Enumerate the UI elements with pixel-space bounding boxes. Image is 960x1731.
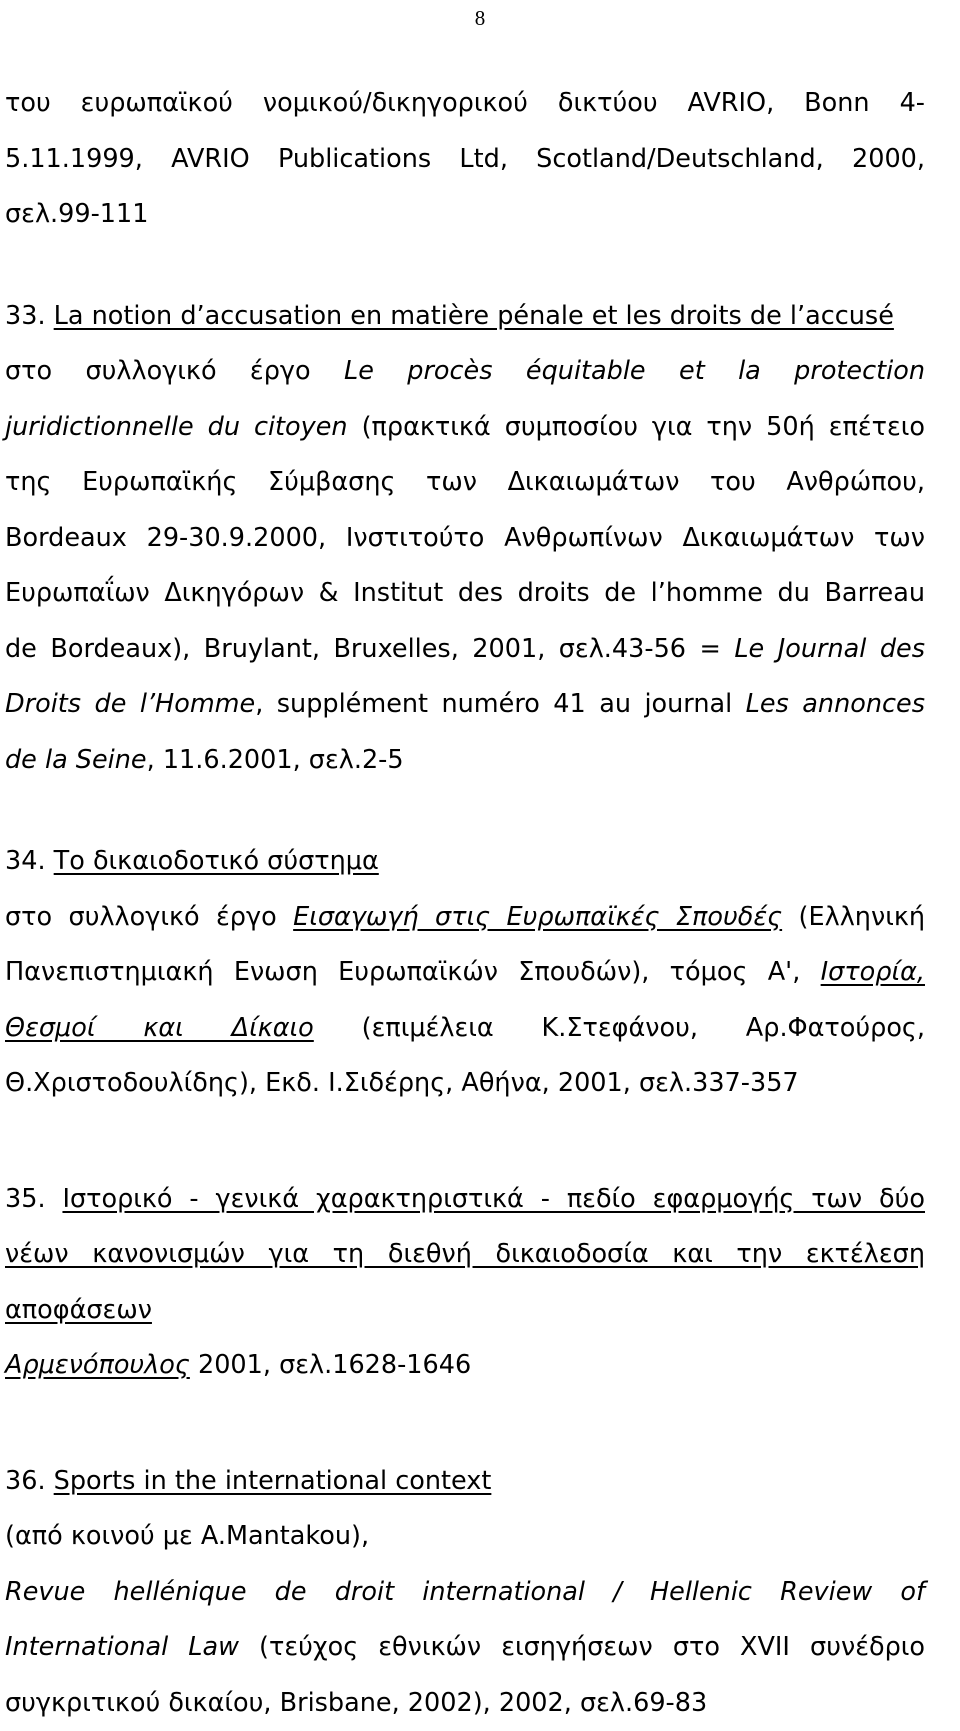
text-run: (επιμέλεια Κ.Στεφάνου, Αρ.Φατούρος,	[362, 1013, 925, 1043]
entry-title-line	[5, 1283, 925, 1339]
document-body	[5, 76, 925, 1731]
text-run: , supplément numéro 41 au journal	[255, 689, 732, 719]
italic-title: Αρμενόπουλος	[5, 1350, 190, 1380]
text-line: (από κοινού με A.Mantakou),	[5, 1509, 925, 1565]
text-line	[5, 890, 925, 946]
italic-title: juridictionnelle du citoyen	[5, 412, 348, 442]
text-line: της Ευρωπαϊκής Σύμβασης των Δικαιωμάτων του Ανθρώπου,	[5, 455, 925, 511]
text-line: Revue hellénique de droit international / Hellenic Review of	[5, 1565, 925, 1621]
entry-number: 34.	[5, 846, 46, 876]
entry-number: 35.	[5, 1184, 46, 1214]
entry-36	[5, 1454, 925, 1731]
italic-title: Les annonces	[746, 689, 925, 719]
entry-title-line: νέων κανονισμών για τη διεθνή δικαιοδοσία και την εκτέλεση	[5, 1227, 925, 1283]
text-line	[5, 344, 925, 400]
text-line: 5.11.1999, AVRIO Publications Ltd, Scotland/Deutschland, 2000,	[5, 132, 925, 188]
text-line	[5, 733, 925, 789]
italic-title: Le Journal des	[734, 634, 925, 664]
text-line: Θ.Χριστοδουλίδης), Εκδ. Ι.Σιδέρης, Αθήνα, 2001, σελ.337-357	[5, 1056, 925, 1112]
entry-continuation	[5, 76, 925, 243]
text-line	[5, 1620, 925, 1676]
text-line: Ευρωπαΐων Δικηγόρων & Institut des droits de l’homme du Barreau	[5, 566, 925, 622]
entry-title: Sports in the international context	[54, 1466, 492, 1496]
entry-title: La notion d’accusation en matière pénale et les droits de l’accusé	[54, 301, 894, 331]
text-run: στο συλλογικό έργο	[5, 356, 311, 386]
entry-33	[5, 289, 925, 789]
text-line	[5, 400, 925, 456]
entry-34	[5, 834, 925, 1112]
text-line: Bordeaux 29-30.9.2000, Ινστιτούτο Ανθρωπίνων Δικαιωμάτων των	[5, 511, 925, 567]
italic-title: de la Seine	[5, 745, 147, 775]
text-line: συγκριτικού δικαίου, Brisbane, 2002), 2002, σελ.69-83	[5, 1676, 925, 1731]
text-line: του ευρωπαϊκού νομικού/δικηγορικού δικτύου AVRIO, Bonn 4-	[5, 76, 925, 132]
entry-number: 36.	[5, 1466, 46, 1496]
text-run: Πανεπιστημιακή Ενωση Ευρωπαϊκών Σπουδών), τόμος Α',	[5, 957, 800, 987]
text-run: , 11.6.2001, σελ.2-5	[147, 745, 404, 775]
italic-title: Droits de l’Homme	[5, 689, 255, 719]
italic-title: Ιστορία,	[821, 957, 925, 987]
italic-title: Le procès équitable et la protection	[344, 356, 925, 386]
text-run: στο συλλογικό έργο	[5, 902, 277, 932]
entry-number: 33.	[5, 301, 46, 331]
text-run: 2001, σελ.1628-1646	[190, 1350, 471, 1380]
entry-title: αποφάσεων	[5, 1295, 152, 1325]
italic-title: Εισαγωγή στις Ευρωπαϊκές Σπουδές	[293, 902, 782, 932]
entry-heading	[5, 834, 925, 890]
entry-heading	[5, 1172, 925, 1228]
italic-title: International Law	[5, 1632, 239, 1662]
text-line: σελ.99-111	[5, 187, 925, 243]
entry-heading	[5, 1454, 925, 1510]
entry-title: Το δικαιοδοτικό σύστημα	[54, 846, 379, 876]
text-run: (Ελληνική	[799, 902, 925, 932]
entry-title: Ιστορικό - γενικά χαρακτηριστικά - πεδίο εφαρμογής των δύο	[62, 1184, 925, 1214]
entry-35	[5, 1172, 925, 1394]
text-line	[5, 945, 925, 1001]
page-number: 8	[0, 6, 960, 31]
text-line	[5, 1001, 925, 1057]
text-run: (τεύχος εθνικών εισηγήσεων στο XVII συνέδριο	[259, 1632, 925, 1662]
text-line	[5, 622, 925, 678]
text-run: de Bordeaux), Bruylant, Bruxelles, 2001, σελ.43-56 =	[5, 634, 721, 664]
text-run: (πρακτικά συμποσίου για την 50ή επέτειο	[362, 412, 925, 442]
text-line	[5, 677, 925, 733]
text-line	[5, 1338, 925, 1394]
italic-title: Θεσμοί και Δίκαιο	[5, 1013, 314, 1043]
entry-heading	[5, 289, 925, 345]
